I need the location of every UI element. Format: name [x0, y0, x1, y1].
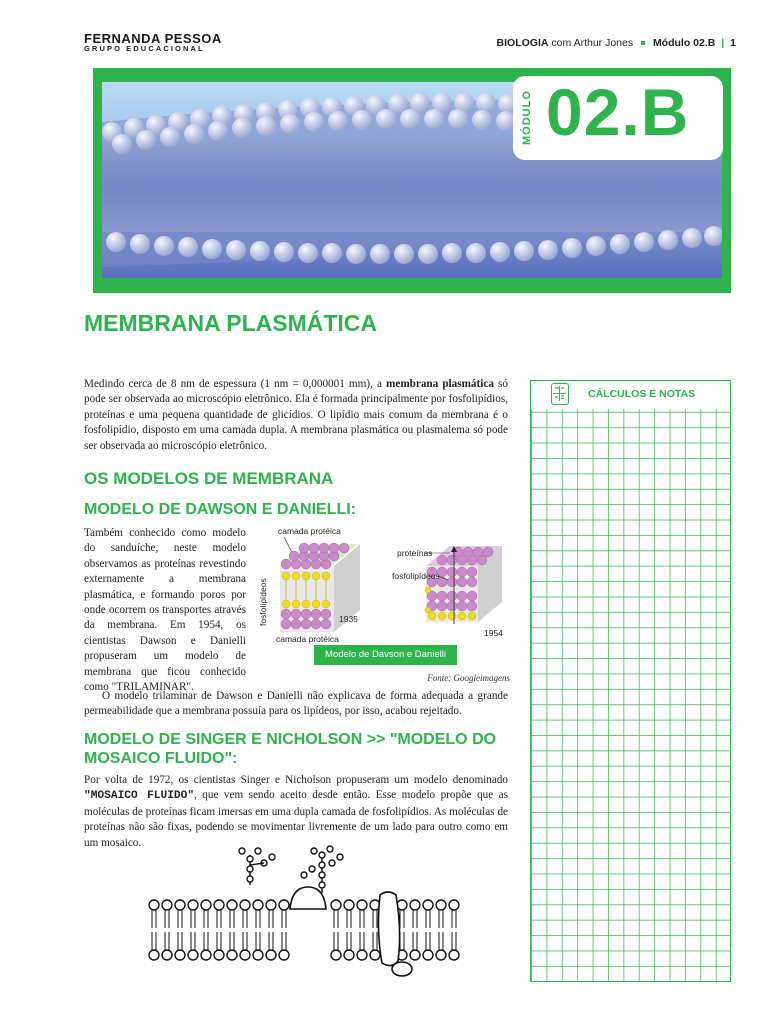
label-phospholipids-right: fosfolipídeos: [392, 571, 440, 581]
phospholipid-heads-bottom: [149, 950, 459, 960]
page-title: MEMBRANA PLASMÁTICA: [84, 310, 378, 336]
brand-name: FERNANDA PESSOA: [84, 31, 222, 46]
module-label: Módulo 02.B: [652, 37, 716, 49]
page-number: 1: [730, 37, 736, 49]
intro-text-1: Medindo cerca de 8 nm de espessura (1 nm = 0,000001 mm), a: [84, 378, 387, 390]
glycoprotein-chain: [239, 848, 275, 885]
trilaminar-paragraph: O modelo trilaminar de Dawson e Danielli não explicava de forma adequada a grande permeabilidade que a membrana possuía para os lipídeos, por isso, acabou rejeitado.: [84, 690, 508, 718]
singer-bold-term: "MOSAICO FLUIDO": [84, 790, 195, 803]
label-proteins: proteínas: [397, 548, 433, 558]
separator: |: [721, 37, 725, 49]
label-year-1935: 1935: [339, 614, 358, 624]
diagram-caption: Modelo de Davson e Danielli: [314, 645, 457, 665]
module-word: MÓDULO: [521, 90, 533, 146]
phospholipid-tails: [152, 910, 456, 950]
subheading-singer: MODELO DE SINGER E NICHOLSON >> "MODELO DO MOSAICO FLUIDO":: [84, 731, 497, 767]
intro-bold-term: membrana plasmática: [386, 378, 494, 390]
bullet-icon: [641, 41, 645, 45]
notes-title: CÁLCULOS E NOTAS: [588, 388, 696, 400]
label-phospholipids-left: fosfolipídeos: [258, 578, 268, 626]
membrane-block-1954: [425, 546, 502, 624]
subject-label: BIOLOGIA: [496, 37, 549, 49]
peripheral-protein: [290, 887, 326, 909]
calculator-icon: [551, 383, 569, 405]
inner-protein: [392, 962, 412, 976]
glycoprotein-chain: [301, 846, 343, 893]
label-bottom-protein: camada protéica: [276, 634, 339, 644]
section-heading-models: OS MODELOS DE MEMBRANA: [84, 469, 334, 488]
dawson-danielli-diagram: [254, 524, 510, 646]
running-header: [497, 37, 736, 49]
singer-text-2: , que vem sendo aceito desde então. Esse modelo propõe que as moléculas de proteínas ficam imersas em uma dupla camada de fosfolipídios. As moléculas de proteínas não são fixas, podendo se movimentar livremente de um lado para outro como em um mosaico.: [84, 789, 508, 849]
label-top-protein: camada protéica: [278, 526, 341, 536]
module-number: 02.B: [546, 75, 690, 149]
teacher-label: com Arthur Jones: [551, 37, 634, 49]
dawson-paragraph: Também conhecido como modelo do sanduíche, neste modelo observamos as proteínas revestindo externamente a membrana plasmática, e formando poros por onde ocorrem os transportes através da membrana. Em 1954, os cientistas Dawson e Danielli propuseram um modelo de membrana que ficou conhecido como "TRILAMINAR".: [84, 527, 246, 694]
singer-paragraph: [84, 773, 508, 851]
intro-text-2: só pode ser observada ao microscópio eletrônico. Ela é formada principalmente por fosfolipídios, proteínas e uma pequena quantidade de glicídios. O lipídio mais comum da membrana é o fosfolipídio, disposto em uma camada dupla. A membrana plasmática ou plasmalema só pode ser observada ao microscópio eletrônico.: [84, 378, 508, 452]
notes-grid[interactable]: [530, 380, 731, 982]
image-source: Fonte: Googleimagens: [427, 673, 510, 683]
singer-text-1: Por volta de 1972, os cientistas Singer e Nicholson propuseram um modelo denominado: [84, 774, 508, 786]
integral-protein: [378, 892, 399, 966]
intro-paragraph: [84, 377, 508, 454]
brand-subtitle: GRUPO EDUCACIONAL: [84, 44, 205, 53]
label-year-1954: 1954: [484, 628, 503, 638]
subheading-dawson: MODELO DE DAWSON E DANIELLI:: [84, 501, 356, 518]
fluid-mosaic-diagram: [140, 845, 460, 980]
